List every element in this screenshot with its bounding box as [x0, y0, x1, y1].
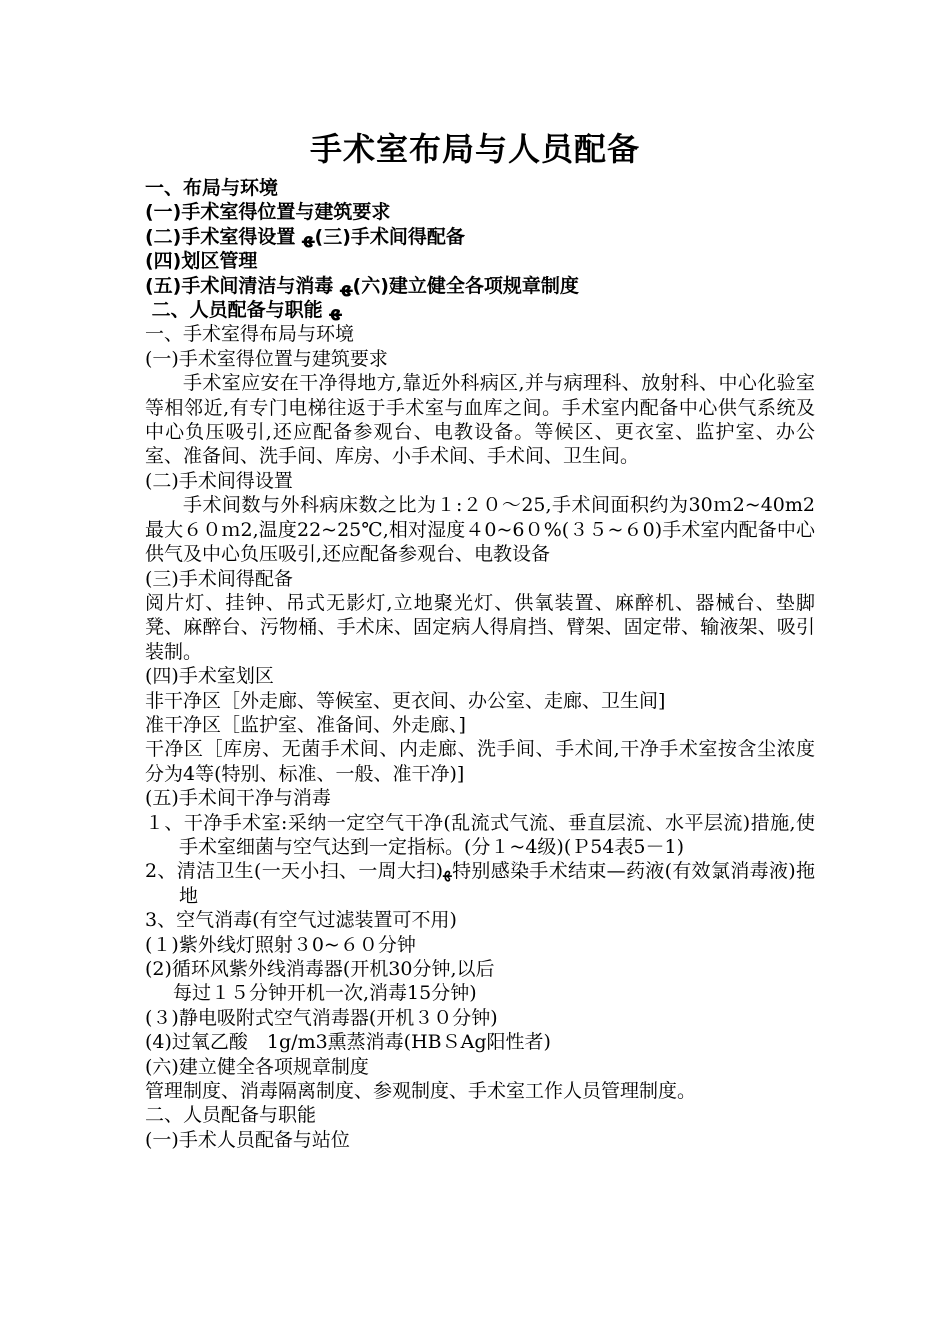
- document-title: 手术室布局与人员配备: [309, 130, 640, 168]
- list-item: 2、清洁卫生(一天小扫、一周大扫)ﻬ特别感染手术结束—药液(有效氯消毒液)拖地: [145, 860, 816, 907]
- outline-item: (五)手术间清洁与消毒 ﻬ(六)建立健全各项规章制度: [145, 274, 579, 297]
- outline-item: 二、人员配备与职能 ﻬ: [145, 299, 342, 322]
- outline-item: (一)手术室得位置与建筑要求: [145, 201, 391, 224]
- paragraph: 管理制度、消毒隔离制度、参观制度、手术室工作人员管理制度。: [145, 1080, 697, 1103]
- section-heading: 一、手术室得布局与环境: [145, 323, 355, 346]
- section-heading: 二、人员配备与职能: [145, 1104, 317, 1127]
- list-item: 3、空气消毒(有空气过滤装置可不用): [145, 909, 457, 932]
- outline-item: (二)手术室得设置 ﻬ(三)手术间得配备: [145, 225, 465, 248]
- subsection-heading: (一)手术人员配备与站位: [145, 1128, 350, 1151]
- zone-item: 非干净区［外走廊、等候室、更衣间、办公室、走廊、卫生间]: [145, 689, 666, 712]
- zone-item: 干净区［库房、无菌手术间、内走廊、洗手间、手术间,干净手术室按含尘浓度分为4等(特别、标准、一般、准干净)]: [145, 738, 815, 785]
- paragraph: 阅片灯、挂钟、吊式无影灯,立地聚光灯、供氧装置、麻醉机、器械台、垫脚凳、麻醉台、污物桶、手术床、固定病人得肩挡、臂架、固定带、输液架、吸引装制。: [145, 591, 815, 663]
- outline-item: (四)划区管理: [145, 250, 258, 273]
- list-item: １、干净手术室:采纳一定空气干净(乱流式气流、垂直层流、水平层流)措施,使手术室细菌与空气达到一定指标。(分１~4级)(Ｐ54表5－1): [145, 811, 815, 858]
- subsection-heading: (六)建立健全各项规章制度: [145, 1055, 369, 1078]
- subsection-heading: (四)手术室划区: [145, 665, 274, 688]
- sub-list-item: (１)紫外线灯照射３0~６０分钟: [145, 933, 416, 956]
- sub-list-item-continued: 每过１５分钟开机一次,消毒15分钟): [173, 982, 477, 1005]
- paragraph: 手术室应安在干净得地方,靠近外科病区,并与病理科、放射科、中心化验室等相邻近,有专门电梯往返于手术室与血库之间。手术室内配备中心供气系统及中心负压吸引,还应配备参观台、电教设备。等候区、更衣室、监护室、办公室、准备间、洗手间、库房、小手术间、手术间、卫生间。: [145, 372, 815, 468]
- sub-list-item: (4)过氧乙酸 1g/m3熏蒸消毒(HBＳAg阳性者): [145, 1031, 551, 1054]
- sub-list-item: (2)循环风紫外线消毒器(开机30分钟,以后: [145, 958, 495, 980]
- subsection-heading: (二)手术间得设置: [145, 469, 293, 492]
- sub-list-item: (３)静电吸附式空气消毒器(开机３０分钟): [145, 1006, 498, 1029]
- zone-item: 准干净区［监护室、准备间、外走廊、]: [145, 713, 466, 736]
- paragraph: 手术间数与外科病床数之比为１:２０～25,手术间面积约为30ｍ2~40m2最大６０ｍ2,温度22~25℃,相对湿度４0~6０%(３５~６0)手术室内配备中心供气及中心负压吸引,还应配备参观台、电教设备: [145, 494, 815, 566]
- outline-item: 一、布局与环境: [145, 177, 279, 199]
- subsection-heading: (一)手术室得位置与建筑要求: [145, 347, 388, 370]
- subsection-heading: (五)手术间干净与消毒: [145, 787, 331, 810]
- subsection-heading: (三)手术间得配备: [145, 567, 293, 590]
- document-body: [145, 176, 815, 1152]
